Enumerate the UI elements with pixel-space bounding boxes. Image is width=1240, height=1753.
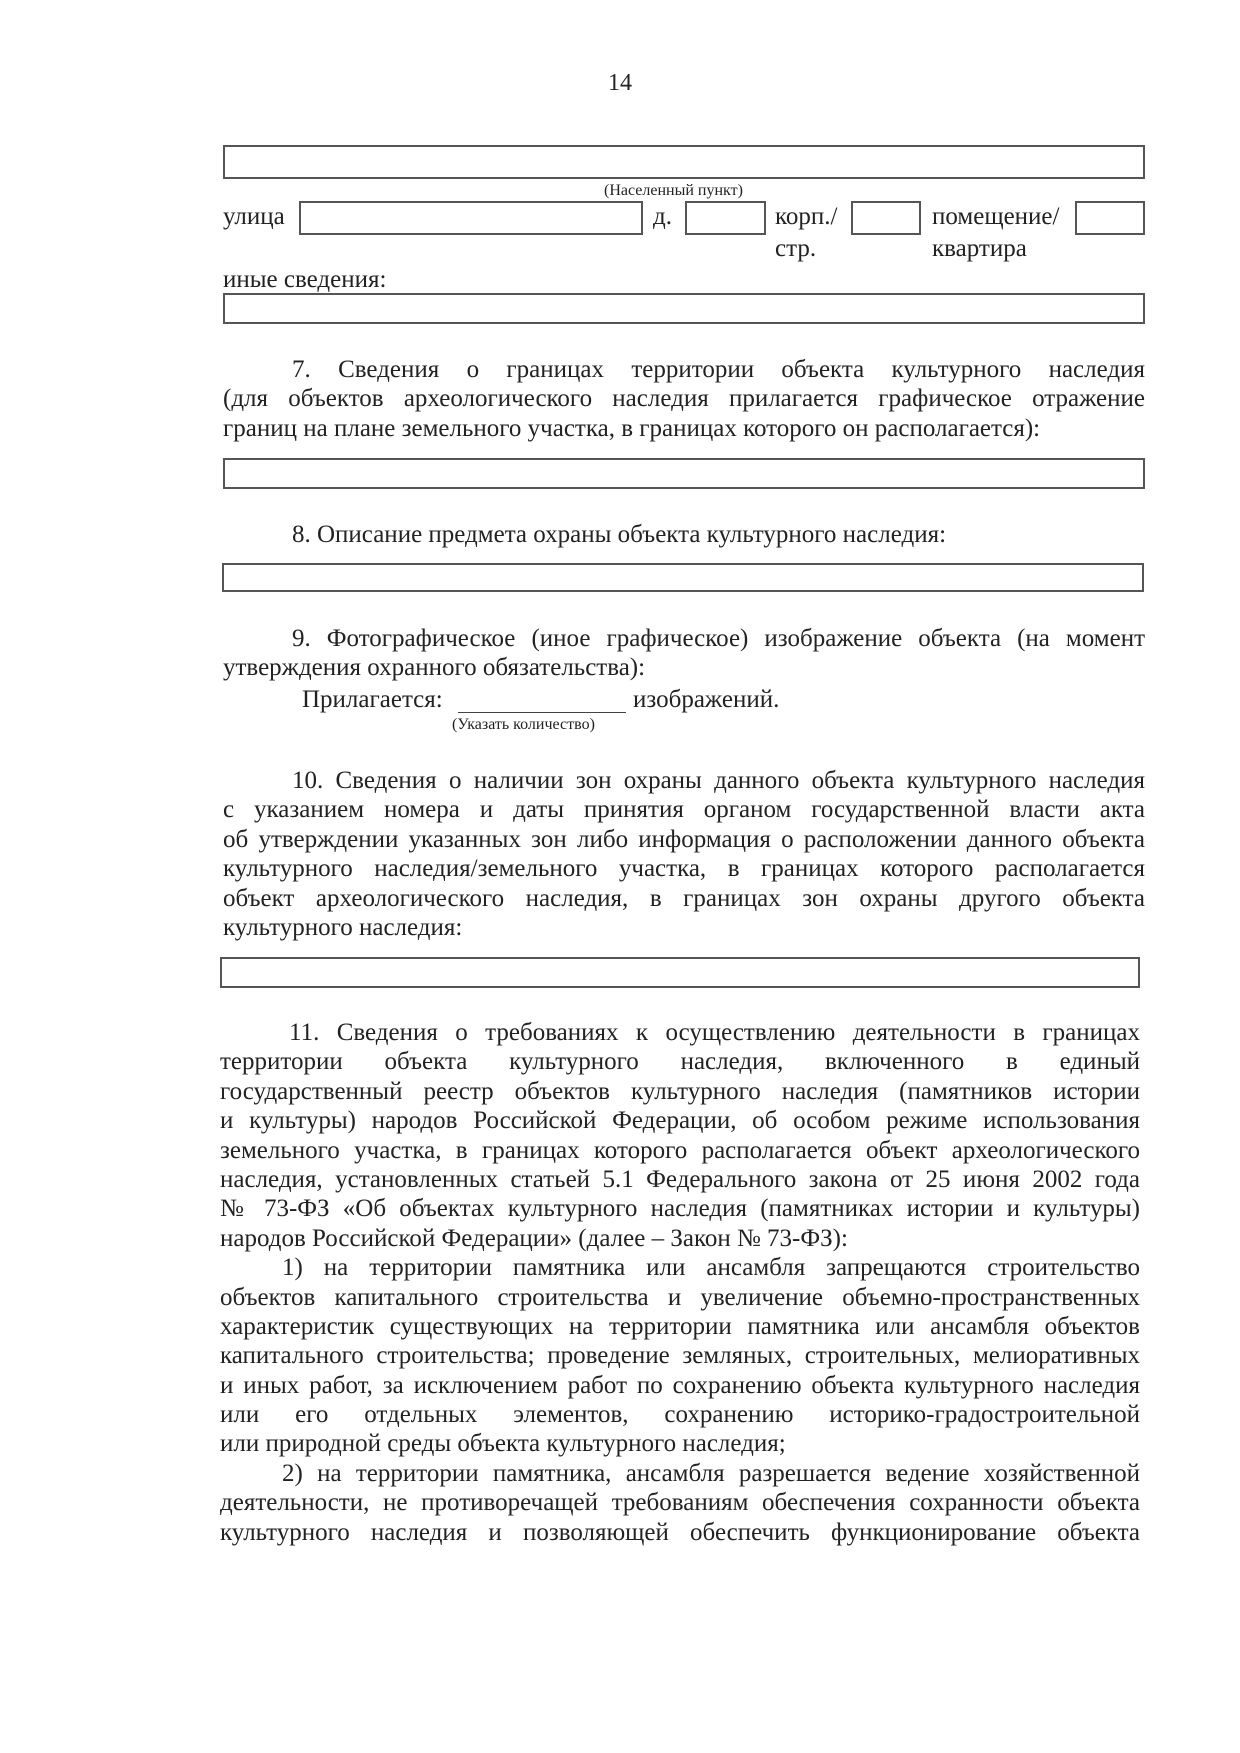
text-line: границ на плане земельного участка, в границах которого он располагается): <box>223 414 1041 442</box>
image-count-field[interactable] <box>458 686 626 713</box>
other-info-label: иные сведения: <box>223 266 387 293</box>
text-line: культурного наследия и позволяющей обеспечить функционирование объекта <box>220 1518 1140 1546</box>
protection-zones-field[interactable] <box>220 957 1140 988</box>
house-field[interactable] <box>685 201 766 235</box>
section-11-text <box>220 1018 1140 1547</box>
street-field[interactable] <box>299 201 643 235</box>
text-line: народов Российской Федерации» (далее – Закон № 73-ФЗ): <box>220 1224 848 1252</box>
text-line: или его отдельных элементов, сохранению историко-градостроительной <box>220 1401 1140 1429</box>
image-count-caption: (Указать количество) <box>452 716 595 733</box>
building-label-2: стр. <box>775 235 817 262</box>
text-line: 9. Фотографическое (иное графическое) изображение объекта (на момент <box>292 625 1145 652</box>
text-line: объектов капитального строительства и увеличение объемно-пространственных <box>220 1283 1140 1311</box>
page-number: 14 <box>608 70 632 96</box>
text-line: об утверждении указанных зон либо информация о расположении данного объекта <box>223 825 1145 853</box>
text-line: капитального строительства; проведение земляных, строительных, мелиоративных <box>220 1342 1140 1370</box>
section-9-text <box>223 624 1145 683</box>
section-10-text <box>223 766 1145 942</box>
text-line: и иных работ, за исключением работ по сохранению объекта культурного наследия <box>220 1371 1140 1399</box>
attach-suffix: изображений. <box>633 686 780 713</box>
room-field[interactable] <box>1075 201 1145 235</box>
room-label-2: квартира <box>932 235 1027 262</box>
building-field[interactable] <box>851 201 921 235</box>
house-label: д. <box>653 203 672 230</box>
text-line: деятельности, не противоречащей требованиям обеспечения сохранности объекта <box>220 1489 1140 1517</box>
street-label: улица <box>223 203 285 230</box>
text-line: культурного наследия/земельного участка, в границах которого располагается <box>223 855 1145 883</box>
text-line: и культуры) народов Российской Федерации, об особом режиме использования <box>220 1107 1140 1135</box>
text-line: № 73-ФЗ «Об объектах культурного наследия (памятниках истории и культуры) <box>220 1195 1140 1223</box>
text-line: государственный реестр объектов культурного наследия (памятников истории <box>220 1077 1140 1105</box>
text-line: культурного наследия: <box>223 913 463 941</box>
territory-boundaries-field[interactable] <box>223 458 1145 489</box>
settlement-caption: (Населенный пункт) <box>604 182 743 199</box>
text-line: 2) на территории памятника, ансамбля разрешается ведение хозяйственной <box>282 1459 1140 1487</box>
text-line: 11. Сведения о требованиях к осуществлению деятельности в границах <box>289 1019 1140 1046</box>
building-label: корп./ <box>775 203 838 230</box>
text-line: 7. Сведения о границах территории объекта культурного наследия <box>292 356 1145 383</box>
protection-subject-field[interactable] <box>222 563 1144 592</box>
attach-label: Прилагается: <box>302 686 443 713</box>
text-line: наследия, установленных статьей 5.1 Федерального закона от 25 июня 2002 года <box>220 1165 1140 1193</box>
text-line: (для объектов археологического наследия прилагается графическое отражение <box>223 385 1145 413</box>
room-label: помещение/ <box>932 203 1060 230</box>
settlement-field[interactable] <box>223 145 1145 179</box>
section-7-text <box>223 355 1145 443</box>
text-line: 1) на территории памятника или ансамбля запрещаются строительство <box>282 1254 1140 1282</box>
text-line: 10. Сведения о наличии зон охраны данного объекта культурного наследия <box>292 767 1145 794</box>
text-line: 8. Описание предмета охраны объекта культурного наследия: <box>292 521 947 548</box>
text-line: характеристик существующих на территории памятника или ансамбля объектов <box>220 1312 1140 1340</box>
text-line: территории объекта культурного наследия, включенного в единый <box>220 1048 1140 1076</box>
section-8-text <box>223 520 1145 549</box>
text-line: земельного участка, в границах которого располагается объект археологического <box>220 1136 1140 1164</box>
other-info-field[interactable] <box>223 293 1145 324</box>
text-line: объект археологического наследия, в границах зон охраны другого объекта <box>223 884 1145 912</box>
text-line: с указанием номера и даты принятия органом государственной власти акта <box>223 796 1145 824</box>
text-line: утверждения охранного обязательства): <box>223 654 646 682</box>
text-line: или природной среды объекта культурного наследия; <box>220 1430 786 1458</box>
